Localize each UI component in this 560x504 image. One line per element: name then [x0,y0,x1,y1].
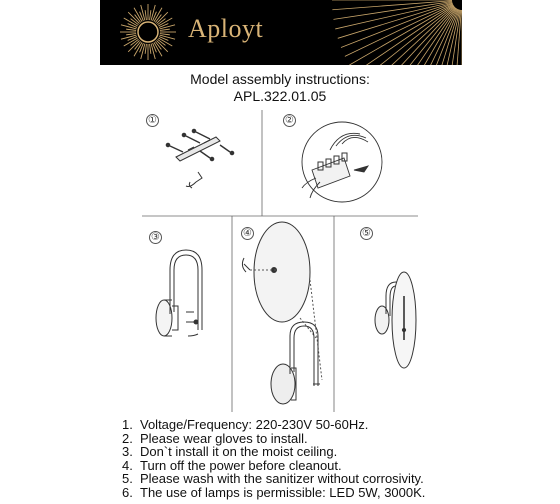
list-item: 6. The use of lamps is permissible: LED 5W, 3000K. [122,484,426,500]
list-item: 1. Voltage/Frequency: 220-230V 50-60Hz. [122,417,369,432]
wiring-terminal-drawing [302,122,382,202]
list-item: 2. Please wear gloves to install. [122,430,308,446]
brand-logo: Aployt [188,14,264,43]
list-item: 3. Don`t install it on the moist ceiling. [122,444,338,460]
model-number: APL.322.01.05 [233,88,327,104]
list-item: 4. Turn off the power before cleanout. [122,457,342,473]
panel-number-3: ③ [149,231,162,244]
instruction-list [122,418,425,500]
disc-shade-drawing [242,222,322,404]
lamp-frame-drawing [156,250,202,336]
panel-number-2: ② [283,114,296,127]
list-item: 5. Please wash with the sanitizer without corrosivity. [122,471,424,487]
assembled-lamp-drawing [375,272,416,368]
panel-number-4: ④ [241,227,254,240]
panel-number-5: ⑤ [360,227,373,240]
panel-number-1: ① [146,114,159,127]
mounting-bracket-drawing [166,129,233,188]
page-title: Model assembly instructions: [190,71,370,87]
